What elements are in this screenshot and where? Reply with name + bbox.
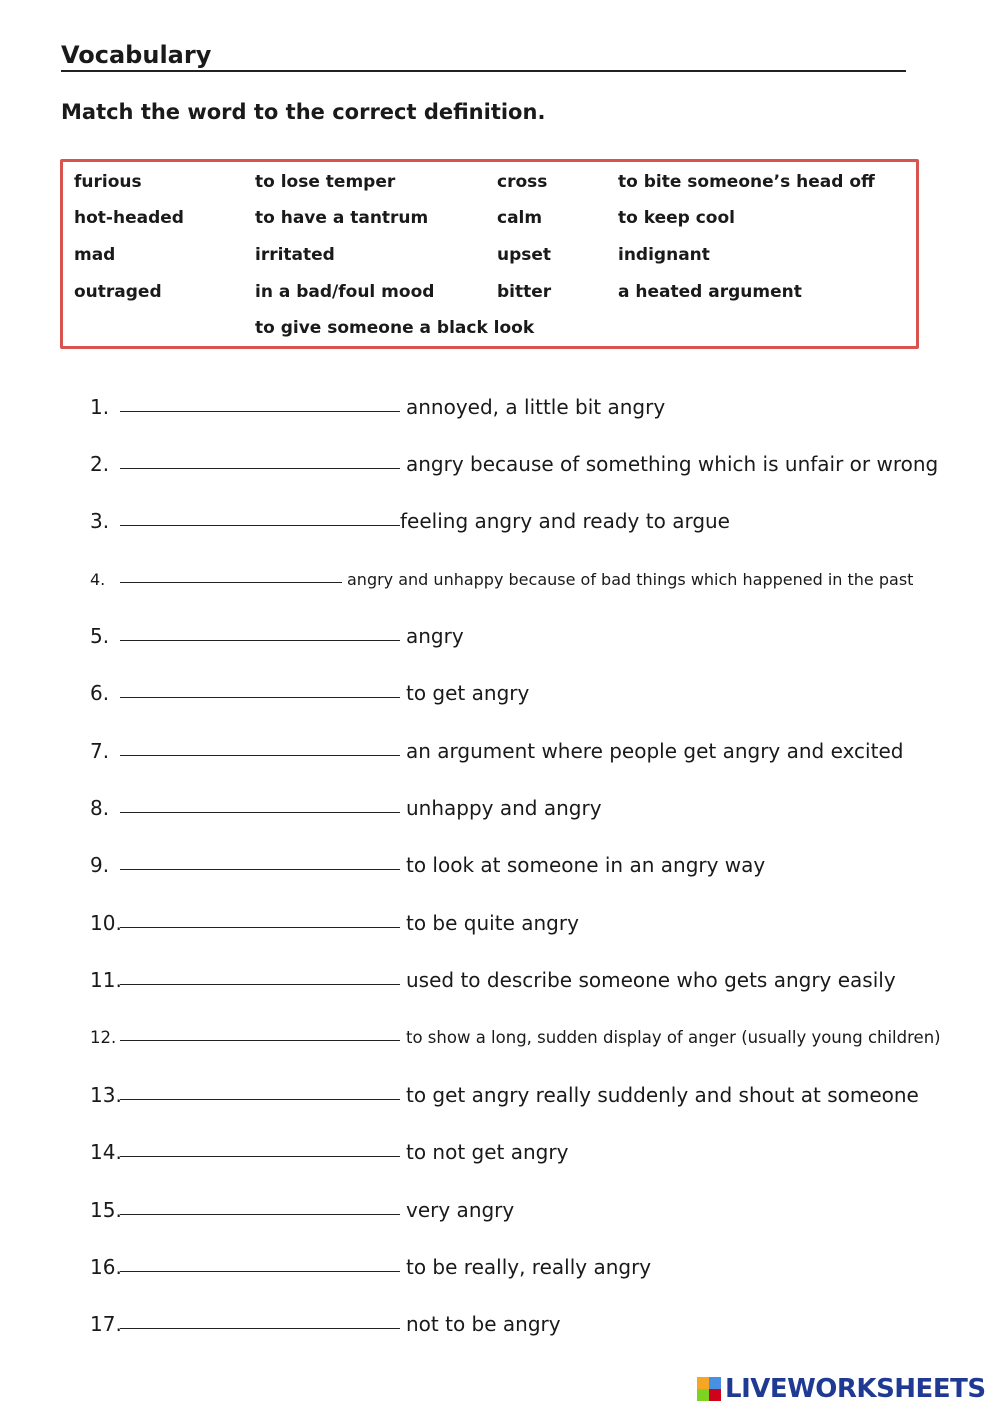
question-definition: to get angry really suddenly and shout at someone (406, 1083, 919, 1107)
question-definition: to not get angry (406, 1140, 569, 1164)
question-number: 13. (90, 1083, 122, 1107)
question-number: 15. (90, 1198, 122, 1222)
question-number: 11. (90, 968, 122, 992)
question-number: 3. (90, 509, 110, 533)
word-bank-item: mad (74, 245, 116, 265)
question-row (90, 796, 602, 820)
word-bank-item: in a bad/foul mood (255, 282, 435, 302)
answer-blank[interactable] (120, 1327, 400, 1329)
question-definition: to get angry (406, 681, 530, 705)
liveworksheets-logo[interactable] (697, 1374, 986, 1404)
question-definition: not to be angry (406, 1312, 561, 1336)
logo-text: LIVEWORKSHEETS (725, 1374, 986, 1404)
question-number: 7. (90, 739, 110, 763)
question-number: 4. (90, 570, 106, 589)
word-bank-item: to have a tantrum (255, 208, 429, 228)
question-row (90, 1028, 941, 1047)
word-bank-item: outraged (74, 282, 162, 302)
question-number: 6. (90, 681, 110, 705)
word-bank-item: upset (497, 245, 552, 265)
answer-blank[interactable] (120, 1098, 400, 1100)
answer-blank[interactable] (120, 696, 400, 698)
word-bank-item: cross (497, 172, 548, 192)
question-number: 12. (90, 1028, 117, 1047)
logo-grid-icon (697, 1377, 721, 1401)
question-row (90, 968, 896, 992)
question-row (90, 1255, 651, 1279)
word-bank-item: calm (497, 208, 543, 228)
word-bank-item: a heated argument (618, 282, 802, 302)
question-definition: to be really, really angry (406, 1255, 652, 1279)
answer-blank[interactable] (120, 1270, 400, 1272)
answer-blank[interactable] (120, 1155, 400, 1157)
answer-blank[interactable] (120, 926, 400, 928)
question-number: 1. (90, 395, 110, 419)
question-number: 2. (90, 452, 110, 476)
answer-blank[interactable] (120, 868, 400, 870)
question-row (90, 509, 730, 533)
answer-blank[interactable] (120, 467, 400, 469)
question-row (90, 681, 529, 705)
question-number: 16. (90, 1255, 122, 1279)
question-number: 17. (90, 1312, 122, 1336)
word-bank-item: bitter (497, 282, 552, 302)
question-definition: unhappy and angry (406, 796, 602, 820)
question-number: 14. (90, 1140, 122, 1164)
question-row (90, 624, 464, 648)
answer-blank[interactable] (120, 811, 400, 813)
word-bank-item: to keep cool (618, 208, 735, 228)
answer-blank[interactable] (120, 1039, 400, 1041)
answer-blank[interactable] (120, 581, 342, 583)
question-definition: to be quite angry (406, 911, 579, 935)
question-definition: annoyed, a little bit angry (406, 395, 666, 419)
question-definition: angry because of something which is unfair or wrong (406, 452, 939, 476)
question-row (90, 570, 913, 589)
answer-blank[interactable] (120, 1213, 400, 1215)
question-definition: angry and unhappy because of bad things which happened in the past (347, 570, 914, 589)
question-number: 5. (90, 624, 110, 648)
page-title: Vocabulary (61, 41, 212, 69)
question-definition: to show a long, sudden display of anger (usually young children) (406, 1028, 941, 1047)
question-row (90, 739, 903, 763)
question-definition: very angry (406, 1198, 515, 1222)
question-row (90, 911, 579, 935)
answer-blank[interactable] (120, 754, 400, 756)
answer-blank[interactable] (120, 639, 400, 641)
word-bank-item: irritated (255, 245, 335, 265)
word-bank-item: to lose temper (255, 172, 396, 192)
question-row (90, 395, 665, 419)
title-row (61, 40, 906, 72)
instructions: Match the word to the correct definition. (61, 100, 546, 124)
word-bank-item: hot-headed (74, 208, 184, 228)
question-definition: angry (406, 624, 464, 648)
answer-blank[interactable] (120, 524, 400, 526)
word-bank-box (60, 159, 919, 349)
question-row (90, 452, 938, 476)
question-number: 9. (90, 853, 110, 877)
question-row (90, 1083, 919, 1107)
question-number: 10. (90, 911, 122, 935)
question-row (90, 853, 765, 877)
question-row (90, 1312, 561, 1336)
word-bank-item: furious (74, 172, 142, 192)
question-number: 8. (90, 796, 110, 820)
question-definition: to look at someone in an angry way (406, 853, 766, 877)
answer-blank[interactable] (120, 983, 400, 985)
question-definition: used to describe someone who gets angry easily (406, 968, 896, 992)
word-bank-item: indignant (618, 245, 710, 265)
question-row (90, 1140, 568, 1164)
answer-blank[interactable] (120, 410, 400, 412)
question-definition: feeling angry and ready to argue (400, 509, 730, 533)
word-bank-item: to bite someone’s head off (618, 172, 875, 192)
question-definition: an argument where people get angry and excited (406, 739, 904, 763)
question-row (90, 1198, 514, 1222)
word-bank-item: to give someone a black look (255, 318, 535, 338)
